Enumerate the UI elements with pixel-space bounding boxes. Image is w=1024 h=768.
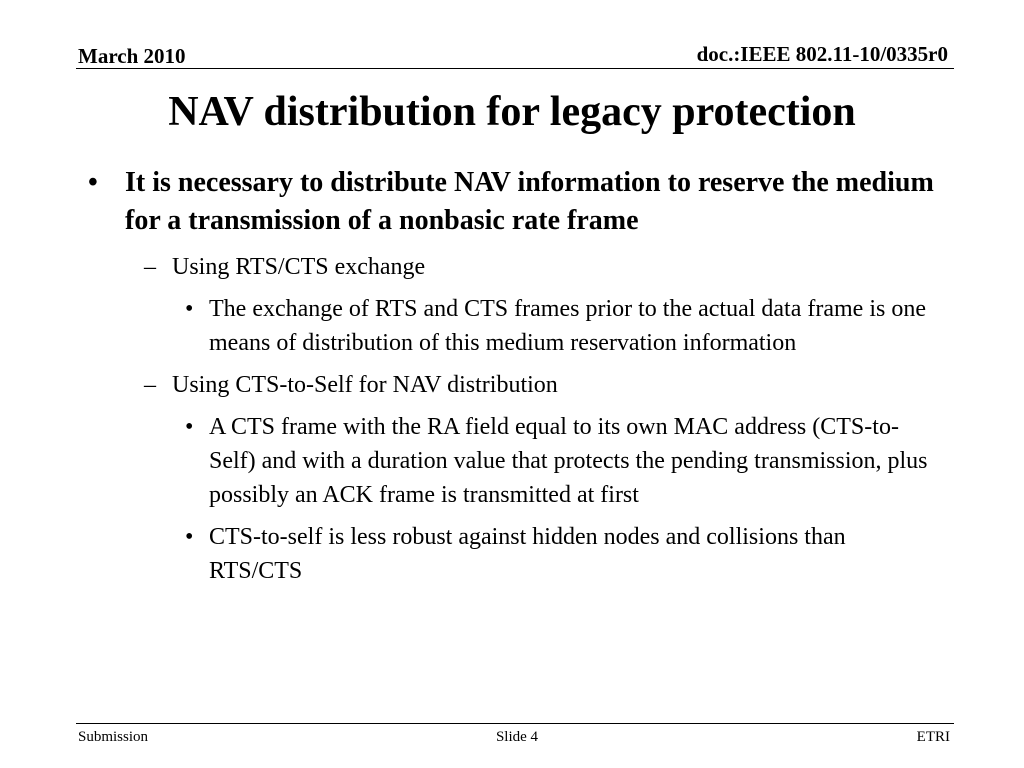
sub-bullet-text: Using CTS-to-Self for NAV distribution <box>172 372 558 398</box>
bullet-dot-icon: • <box>185 414 194 440</box>
detail-bullet-text: CTS-to-self is less robust against hidden nodes and collisions than RTS/CTS <box>209 524 846 584</box>
footer-submission: Submission <box>78 729 149 745</box>
detail-bullet <box>185 520 939 588</box>
sub-bullet-cts-self <box>144 368 952 402</box>
footer-slide-number: Slide 4 <box>495 729 539 745</box>
sub-bullet-text: Using RTS/CTS exchange <box>172 254 426 280</box>
detail-bullet-text: A CTS frame with the RA field equal to its own MAC address (CTS-to-Self) and with a duration value that protects the pending transmission, plus possibly an ACK frame is transmitted at first <box>209 414 928 508</box>
footer-organization: ETRI <box>916 729 950 745</box>
detail-bullet <box>185 292 939 360</box>
footer-divider <box>76 723 954 724</box>
slide-title: NAV distribution for legacy protection <box>168 89 856 135</box>
header-date: March 2010 <box>78 44 186 68</box>
dash-bullet-icon: – <box>144 372 156 398</box>
header-divider <box>76 68 954 69</box>
slide-body <box>0 164 1024 588</box>
bullet-dot-icon: • <box>185 524 194 550</box>
detail-bullet-text: The exchange of RTS and CTS frames prior to the actual data frame is one means of distribution of this medium reservation information <box>209 296 926 356</box>
bullet-dot-icon: • <box>88 167 98 198</box>
detail-bullet <box>185 410 939 512</box>
sub-bullet-rts-cts <box>144 250 952 284</box>
dash-bullet-icon: – <box>144 254 156 280</box>
bullet-dot-icon: • <box>185 296 194 322</box>
main-bullet <box>88 164 955 240</box>
main-bullet-text: It is necessary to distribute NAV information to reserve the medium for a transmission of a nonbasic rate frame <box>125 167 934 236</box>
header-document-id: doc.:IEEE 802.11-10/0335r0 <box>696 42 948 66</box>
